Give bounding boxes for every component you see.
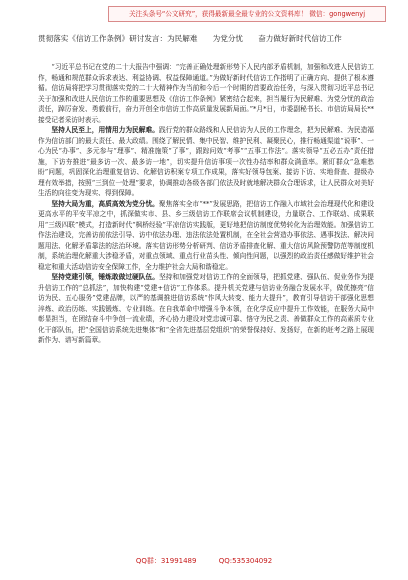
qq-group-number: QQ群：31991489 <box>135 557 197 565</box>
paragraph-4-lead: 坚持党建引领，锤炼敢做过硬队伍。 <box>51 273 159 281</box>
promo-banner: 关注头条号“公文研究”，获得最新最全最专业的公文资料库！ 微信：gongwenyj <box>108 6 386 22</box>
paragraph-2-lead: 坚持人民至上，用情用力为民解难。 <box>51 126 159 134</box>
paragraph-2-text: 践行党的群众路线和人民信访为人民的工作理念，把为民解难、为民造福作为信访部门的最大责任、最大政绩。围绕了解民情、集中民智、维护民利、凝聚民心，推行畅通渠道“说事”、一心为民“办事”、多元参与“理事”、精准施策“了事”，跟踪问效“考事”“五事工作法”。落实领导“五必五办”责任措施，下访夯推进“最多访一次、最多访一地”，切实提升信访事项一次性办结率和群众满意率。紧盯群众“急难愁盼”问题，巩固深化治理重复信访、化解信访积案专项工作成果，落实好领导包案、接访下访、实地督查、提级办理有效举措，按照“三到位一处理”要求，协调推动各级各部门依法及时就地解决群众合理诉求，让人民群众对美好生活的向往变为现实、得到保障。 <box>38 126 374 197</box>
document-title: 贯彻落实《信访工作条例》研讨发言：为民解难 为党分忧 奋力做好新时代信访工作 <box>38 34 342 43</box>
paragraph-4-text: 坚持和加强党对信访工作的全面领导，把抓党建、强队伍、促业务作为提升信访工作的“总抓法”，加快构建“党建+信访”工作体系。提升机关党建与信访业务融合发展水平，做优擦亮“信访为民、五心服务”党建品牌，以严的基调推进信访系统“作风大转变、能力大提升”，教育引导信访干部强化思想淬炼、政治历练、实践锻炼、专业训练。在自我革命中增强斗争本领，在化学反应中提升工作效能，在服务大局中彰显担当，在团结奋斗中争创一流业绩，齐心协力建设对党忠诚可靠、恪守为民之责、善做群众工作的高素质专业化干部队伍，把“全国信访系统先进集体”和“全省先进基层党组织”的荣誉保持好、发扬好，在新的赶考之路上展现新作为、谱写新篇章。 <box>38 273 374 344</box>
paragraph-1-text: “习近平总书记在党的二十大报告中强调：“完善正确处理新形势下人民内部矛盾机制，加强和改进人民信访工作，畅通和规范群众诉求表达、利益协调、权益保障通道。”为做好新时代信访工作指明了正确方向、提供了根本遵循。信访局将把学习贯彻落实党的二十大精神作为当前和今后一个时期的首要政治任务，与深入贯彻习近平总书记关于加强和改进人民信访工作的重要思想及《信访工作条例》紧密结合起来，担当履行为民解难、为党分忧的政治责任，踔厉奋发、勇毅前行，奋力开创全市信访工作高质量发展新局面。”*月*日，市委副秘书长、市信访局局长**接受记者采访时表示。 <box>38 63 374 124</box>
paragraph-2 <box>38 125 374 199</box>
paragraph-4 <box>38 272 374 346</box>
contact-footer <box>0 554 408 568</box>
paragraph-1 <box>38 62 374 125</box>
paragraph-3 <box>38 199 374 273</box>
qq-number: QQ:535304092 <box>218 557 273 565</box>
document-body <box>38 62 374 537</box>
paragraph-3-lead: 坚持大局为重，高质高效为党分忧。 <box>51 199 159 208</box>
paragraph-3-text: 聚焦落实全市“**”发展思路，把信访工作融入市域社会治理现代化和建设更高水平的平安平凉之中，抓深做实市、县、乡三级信访工作联席会议机制建设，力量联合、工作联动、成果联用“三级四联”模式，打造新时代“枫桥经验”平凉信访实践版，更好地把信访制度优势转化为治理效能。加强信访工作法治建设，完善访前依法引导、访中依法办理、违法依法处置机制，在全社会营造办事依法、遇事找法、解决问题用法、化解矛盾靠法的法治环境。落实信访形势分析研判、信访矛盾排查化解、重大信访风险预警防范等制度机制，系统治理化解重大涉稳矛盾，对重点领域、重点行业苗头性、倾向性问题，以强烈的政治责任感做好维护社会稳定和重大活动信访安全保障工作，全力维护社会大局和谐稳定。 <box>38 199 374 271</box>
